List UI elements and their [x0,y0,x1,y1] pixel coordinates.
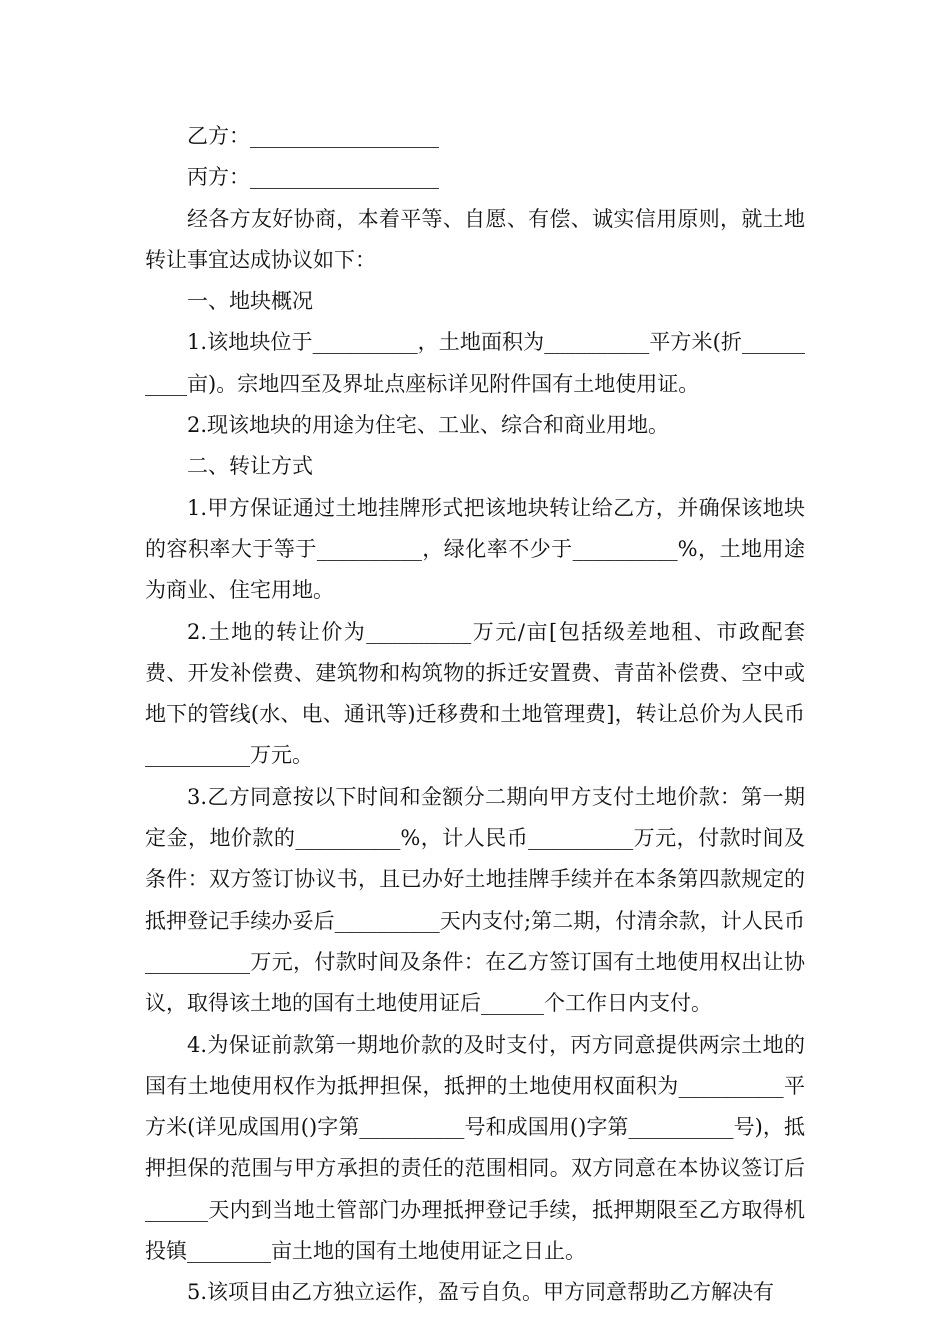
clause-2-2: 2.土地的转让价为__________万元/亩[包括级差地租、市政配套费、开发补偿费、建筑物和构筑物的拆迁安置费、青苗补偿费、空中或地下的管线(水、电、通讯等)迁移费和土地管理费]，转让总价为人民币__________万元。 [145,619,805,768]
clause-2-5: 5.该项目由乙方独立运作，盈亏自负。甲方同意帮助乙方解决有 [187,1280,775,1305]
section-heading-transfer-method: 二、转让方式 [187,454,313,479]
clause-2-4: 4.为保证前款第一期地价款的及时支付，丙方同意提供两宗土地的国有土地使用权作为抵押担保，抵押的土地使用权面积为__________平方米(详见成国用()字第__________号和成国用()字第__________号)，抵押担保的范围与甲方承担的责任的范围相同。双方同意在本协议签订后______天内到当地土管部门办理抵押登记手续，抵押期限至乙方取得机投镇________亩土地的国有土地使用证之日止。 [145,1032,805,1264]
clause-2-3: 3.乙方同意按以下时间和金额分二期向甲方支付土地价款：第一期定金，地价款的__________%，计人民币__________万元，付款时间及条件：双方签订协议书，且已办好土地挂牌手续并在本条第四款规定的抵押登记手续办妥后__________天内支付;第二期，付清余款，计人民币__________万元，付款时间及条件：在乙方签订国有土地使用权出让协议，取得该土地的国有土地使用证后______个工作日内支付。 [145,784,805,1016]
clause-1-2: 2.现该地块的用途为住宅、工业、综合和商业用地。 [187,413,670,438]
preamble-paragraph: 经各方友好协商，本着平等、自愿、有偿、诚实信用原则，就土地转让事宜达成协议如下： [145,206,805,272]
clause-2-1: 1.甲方保证通过土地挂牌形式把该地块转让给乙方，并确保该地块的容积率大于等于__________，绿化率不少于__________%，土地用途为商业、住宅用地。 [145,495,805,603]
clause-1-1: 1.该地块位于__________，土地面积为__________平方米(折__________亩)。宗地四至及界址点座标详见附件国有土地使用证。 [145,330,805,396]
section-heading-plot-overview: 一、地块概况 [187,289,313,314]
party-b-line: 乙方：__________________ [187,124,439,148]
party-c-line: 丙方：__________________ [187,165,439,190]
document-body [145,116,805,1314]
